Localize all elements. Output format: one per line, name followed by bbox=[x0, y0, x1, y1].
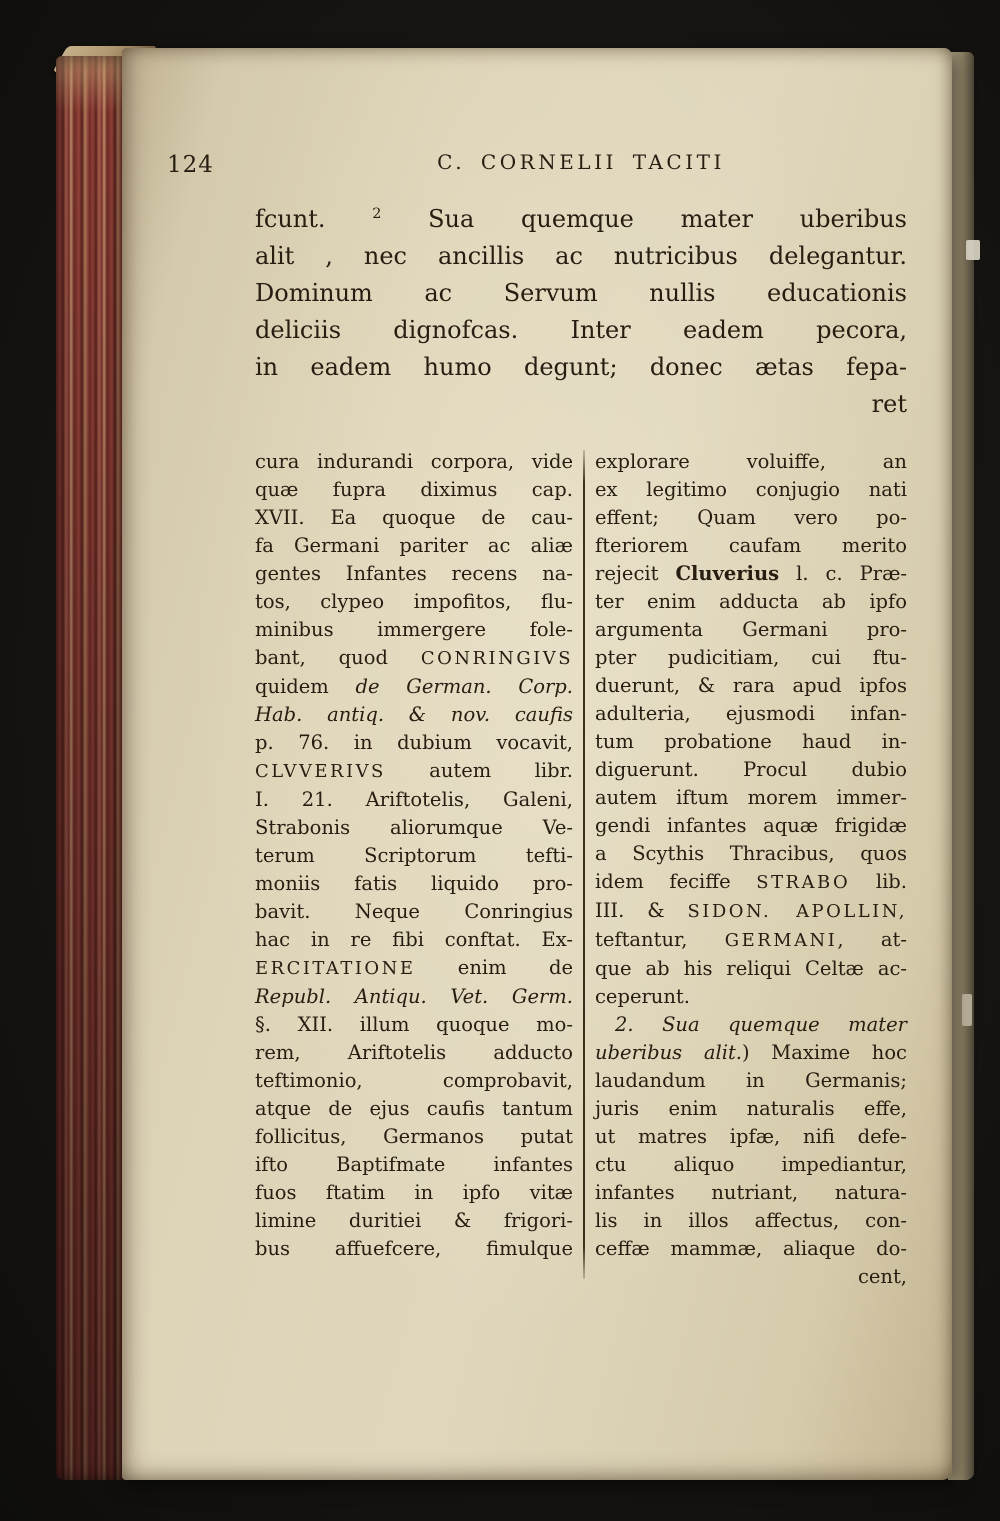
edge-highlight bbox=[962, 994, 972, 1026]
text-line bbox=[255, 532, 573, 560]
text-line bbox=[595, 616, 907, 644]
text-segment: §. XII. illum quoque mo- bbox=[255, 1013, 573, 1036]
text-segment: ceperunt. bbox=[595, 985, 690, 1008]
text-segment: limine duritiei & frigori- bbox=[255, 1209, 573, 1232]
text-segment: tum probatione haud in- bbox=[595, 730, 907, 753]
book-page-edges-left bbox=[56, 56, 128, 1480]
text-segment: infantes nutriant, natura- bbox=[595, 1181, 907, 1204]
text-line bbox=[595, 504, 907, 532]
book bbox=[50, 42, 980, 1487]
text-line bbox=[595, 784, 907, 812]
text-line bbox=[255, 448, 573, 476]
main-text-paragraph bbox=[255, 196, 907, 423]
text-segment: a Scythis Thracibus, quos bbox=[595, 842, 907, 865]
text-segment: idem feciffe bbox=[595, 870, 757, 893]
text-line bbox=[255, 1235, 573, 1263]
text-line bbox=[255, 644, 573, 673]
text-line bbox=[595, 1123, 907, 1151]
text-segment: que ab his reliqui Celtæ ac- bbox=[595, 957, 907, 980]
text-segment: diguerunt. Procul dubio bbox=[595, 758, 907, 781]
text-line bbox=[595, 1095, 907, 1123]
text-line bbox=[255, 1179, 573, 1207]
text-segment: rejecit bbox=[595, 562, 676, 585]
text-line bbox=[595, 1039, 907, 1067]
text-line bbox=[255, 757, 573, 786]
text-segment: ERCITATIONE bbox=[255, 958, 416, 979]
text-line bbox=[255, 1095, 573, 1123]
text-segment: moniis fatis liquido pro- bbox=[255, 872, 573, 895]
text-line bbox=[255, 1123, 573, 1151]
text-segment: l. c. Præ- bbox=[779, 562, 908, 585]
text-line bbox=[255, 814, 573, 842]
text-line bbox=[595, 1011, 907, 1039]
commentary-left-column bbox=[255, 448, 573, 1291]
text-segment: cent, bbox=[857, 1265, 907, 1288]
text-segment: enim de bbox=[415, 956, 573, 979]
column-divider-rule bbox=[583, 450, 585, 1279]
text-segment: gendi infantes aquæ frigidæ bbox=[595, 814, 907, 837]
text-segment: de German. bbox=[355, 675, 492, 698]
book-page bbox=[122, 48, 952, 1480]
text-line bbox=[255, 870, 573, 898]
text-segment: teftantur, bbox=[595, 928, 725, 951]
text-segment: adulteria, ejusmodi infan- bbox=[595, 702, 907, 725]
text-segment: tos, clypeo impofitos, flu- bbox=[255, 590, 573, 613]
text-line bbox=[255, 312, 907, 349]
text-line bbox=[255, 954, 573, 983]
text-line bbox=[255, 560, 573, 588]
text-segment: fa Germani pariter ac aliæ bbox=[255, 534, 573, 557]
text-segment: CLVVERIVS bbox=[255, 761, 386, 782]
text-segment: gentes Infantes recens na- bbox=[255, 562, 573, 585]
text-line bbox=[595, 897, 907, 926]
text-segment: bavit. Neque Conringius bbox=[255, 900, 573, 923]
text-line bbox=[595, 588, 907, 616]
text-segment: Dominum ac Servum nullis educationis bbox=[255, 279, 907, 307]
text-segment: autem iftum morem immer- bbox=[595, 786, 907, 809]
commentary-columns bbox=[255, 448, 907, 1291]
text-line bbox=[595, 812, 907, 840]
text-line bbox=[255, 1207, 573, 1235]
text-segment: fuos ftatim in ipfo vitæ bbox=[255, 1181, 573, 1204]
text-segment: cura indurandi corpora, vide bbox=[255, 450, 573, 473]
text-segment: fteriorem caufam merito bbox=[595, 534, 907, 557]
edge-highlight bbox=[966, 240, 980, 260]
text-line bbox=[595, 1067, 907, 1095]
text-segment: Sua quemque mater uberibus bbox=[381, 205, 907, 233]
text-segment: Cluverius bbox=[675, 562, 780, 585]
text-segment: fcunt. bbox=[255, 205, 373, 233]
text-segment: terum Scriptorum tefti- bbox=[255, 844, 573, 867]
page-number: 124 bbox=[167, 152, 214, 178]
text-segment: minibus immergere fole- bbox=[255, 618, 573, 641]
text-line bbox=[255, 349, 907, 386]
text-segment: GERMANI bbox=[724, 930, 838, 951]
text-segment: I. 21. Ariftotelis, Galeni, bbox=[255, 788, 573, 811]
running-header bbox=[167, 150, 907, 178]
text-segment: ) Maxime hoc bbox=[741, 1041, 907, 1064]
text-line bbox=[255, 1039, 573, 1067]
text-segment: teftimonio, comprobavit, bbox=[255, 1069, 573, 1092]
text-segment: deliciis dignofcas. Inter eadem pecora, bbox=[255, 316, 907, 344]
text-line bbox=[255, 616, 573, 644]
text-segment: ifto Baptifmate infantes bbox=[255, 1153, 573, 1176]
text-line bbox=[595, 644, 907, 672]
text-segment: alit , nec ancillis ac nutricibus delegantur. bbox=[255, 242, 907, 270]
text-line bbox=[255, 504, 573, 532]
text-segment bbox=[492, 675, 519, 698]
text-segment: XVII. Ea quoque de cau- bbox=[255, 506, 573, 529]
text-line bbox=[255, 701, 573, 729]
text-segment: explorare voluiffe, an bbox=[595, 450, 907, 473]
text-segment: laudandum in Germanis; bbox=[595, 1069, 907, 1092]
text-line bbox=[255, 196, 907, 238]
text-line bbox=[255, 1067, 573, 1095]
text-segment: ret bbox=[871, 390, 907, 418]
text-line bbox=[255, 476, 573, 504]
text-line bbox=[595, 1151, 907, 1179]
text-segment: atque de ejus caufis tantum bbox=[255, 1097, 573, 1120]
text-segment: pter pudicitiam, cui ftu- bbox=[595, 646, 907, 669]
text-segment: ctu aliquo impediantur, bbox=[595, 1153, 907, 1176]
text-segment: STRABO bbox=[756, 872, 851, 893]
text-line bbox=[595, 1263, 907, 1291]
text-segment: effent; Quam vero po- bbox=[595, 506, 907, 529]
text-segment: 2. Sua quemque mater bbox=[615, 1013, 907, 1036]
text-line bbox=[255, 275, 907, 312]
text-line bbox=[255, 238, 907, 275]
text-segment: ceffæ mammæ, aliaque do- bbox=[595, 1237, 907, 1260]
text-line bbox=[595, 560, 907, 588]
text-segment: III. & bbox=[595, 899, 688, 922]
text-line bbox=[595, 728, 907, 756]
text-segment: bus affuefcere, fimulque bbox=[255, 1237, 573, 1260]
text-line bbox=[595, 983, 907, 1011]
text-segment: lib. bbox=[850, 870, 907, 893]
text-line bbox=[595, 532, 907, 560]
text-segment: uberibus alit. bbox=[595, 1041, 742, 1064]
text-line bbox=[595, 1179, 907, 1207]
text-line bbox=[595, 840, 907, 868]
text-segment: Corp. bbox=[518, 675, 573, 698]
text-segment: 2 bbox=[372, 206, 382, 222]
text-segment: Republ. Antiqu. Vet. Germ. bbox=[255, 985, 573, 1008]
text-segment: in eadem humo degunt; donec ætas fepa- bbox=[255, 353, 907, 381]
text-segment: lis in illos affectus, con- bbox=[595, 1209, 907, 1232]
text-segment: autem libr. bbox=[385, 759, 573, 782]
text-segment: duerunt, & rara apud ipfos bbox=[595, 674, 907, 697]
text-segment: ut matres ipfæ, nifi defe- bbox=[595, 1125, 907, 1148]
commentary-right-column bbox=[595, 448, 907, 1291]
text-line bbox=[595, 1207, 907, 1235]
text-segment: quæ fupra diximus cap. bbox=[255, 478, 573, 501]
text-segment: CONRINGIVS bbox=[420, 648, 573, 669]
text-line bbox=[255, 588, 573, 616]
text-line bbox=[595, 448, 907, 476]
text-line bbox=[255, 786, 573, 814]
text-line bbox=[255, 386, 907, 423]
text-segment: p. 76. in dubium vocavit, bbox=[255, 731, 573, 754]
text-segment: , at- bbox=[837, 928, 907, 951]
text-line bbox=[255, 1151, 573, 1179]
text-line bbox=[255, 983, 573, 1011]
text-line bbox=[255, 673, 573, 701]
text-line bbox=[255, 729, 573, 757]
text-segment: bant, quod bbox=[255, 646, 421, 669]
text-line bbox=[255, 926, 573, 954]
header-title: C. CORNELII TACITI bbox=[437, 150, 725, 174]
text-line bbox=[595, 868, 907, 897]
text-segment: argumenta Germani pro- bbox=[595, 618, 907, 641]
text-segment: hac in re fibi conftat. Ex- bbox=[255, 928, 573, 951]
text-line bbox=[595, 756, 907, 784]
text-segment: rem, Ariftotelis adducto bbox=[255, 1041, 573, 1064]
text-segment: ex legitimo conjugio nati bbox=[595, 478, 907, 501]
text-segment: juris enim naturalis effe, bbox=[595, 1097, 907, 1120]
text-segment: Strabonis aliorumque Ve- bbox=[255, 816, 573, 839]
text-segment: Hab. antiq. & nov. caufis bbox=[255, 703, 573, 726]
text-segment: follicitus, Germanos putat bbox=[255, 1125, 573, 1148]
text-line bbox=[595, 700, 907, 728]
text-line bbox=[595, 476, 907, 504]
text-line bbox=[255, 898, 573, 926]
text-line bbox=[595, 1235, 907, 1263]
text-segment: SIDON. APOLLIN, bbox=[687, 901, 907, 922]
text-line bbox=[595, 672, 907, 700]
text-line bbox=[595, 955, 907, 983]
text-line bbox=[595, 926, 907, 955]
text-segment: quidem bbox=[255, 675, 356, 698]
text-line bbox=[255, 1011, 573, 1039]
text-line bbox=[255, 842, 573, 870]
text-segment: ter enim adducta ab ipfo bbox=[595, 590, 907, 613]
